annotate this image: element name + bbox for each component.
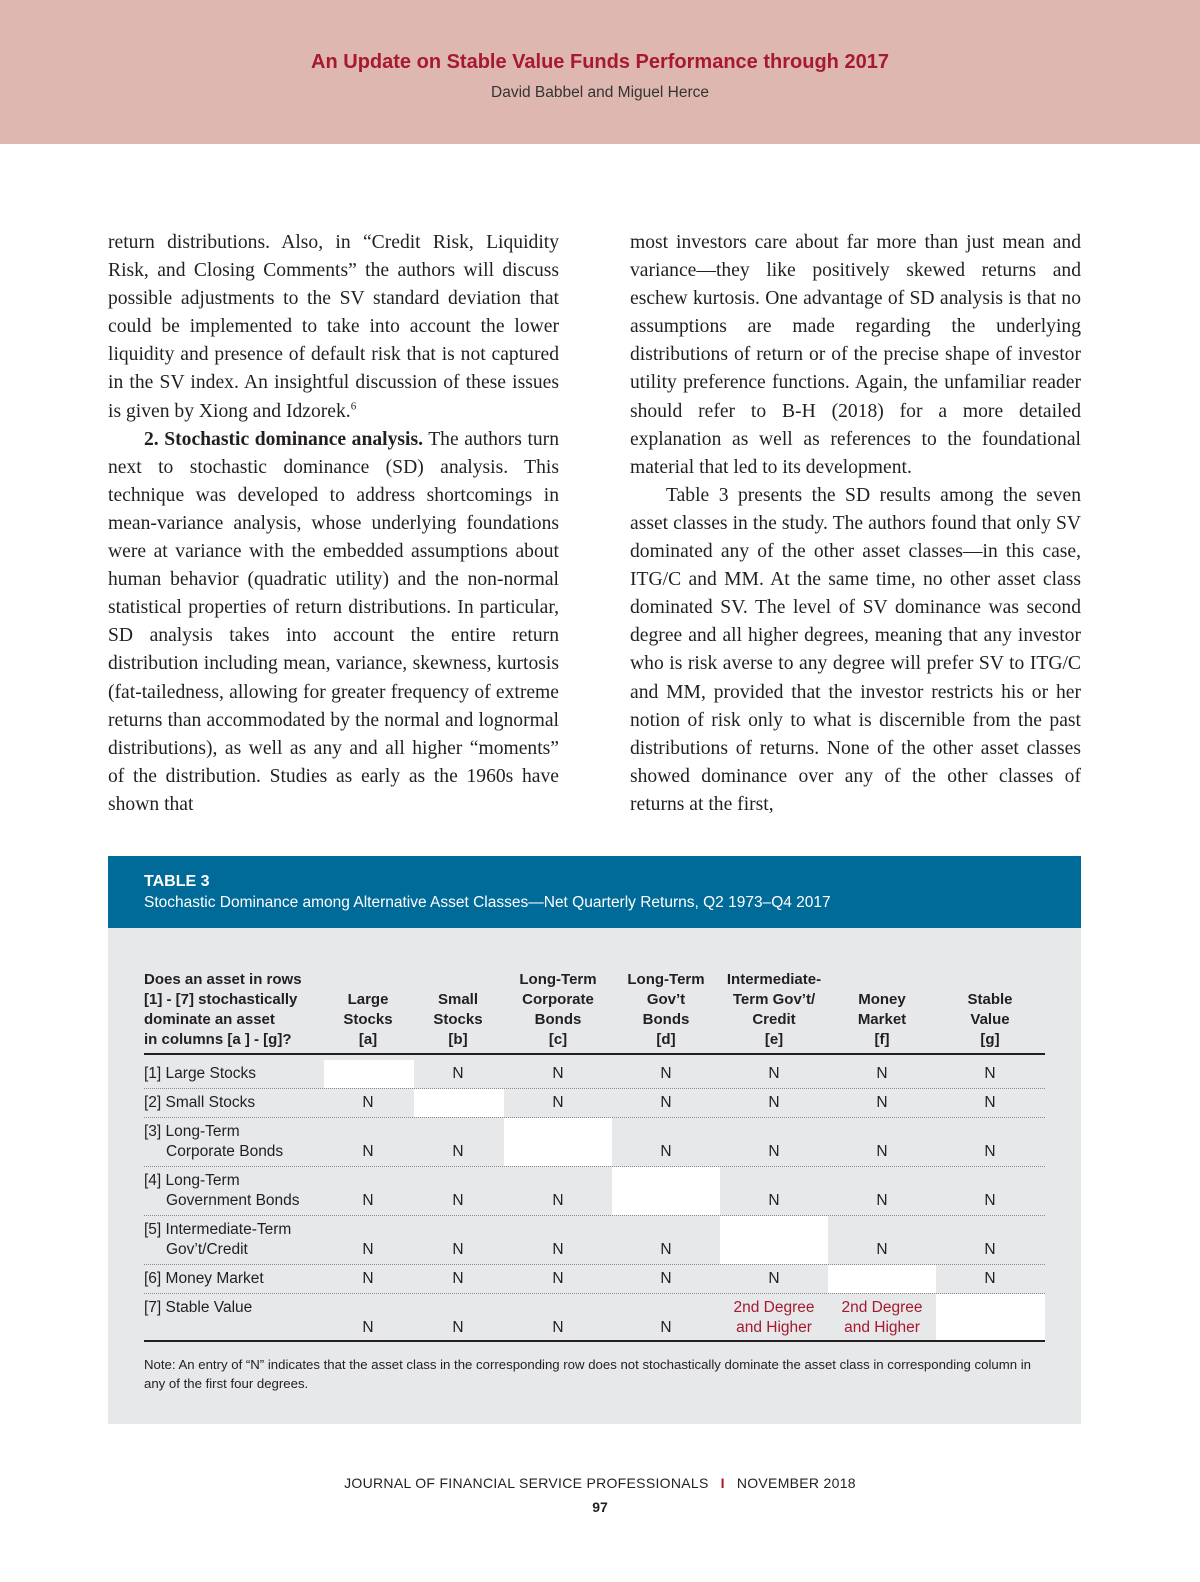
- column-header-line: Stocks: [433, 1011, 483, 1028]
- table-cell: [719, 1298, 829, 1338]
- table-cell: N: [984, 1241, 996, 1258]
- table-cell: N: [660, 1065, 672, 1082]
- article-authors: David Babbel and Miguel Herce: [491, 84, 709, 101]
- table-cell: N: [552, 1270, 564, 1287]
- column-header: [827, 962, 937, 1050]
- column-header-line: Market: [857, 1011, 907, 1028]
- row-label: [144, 1220, 329, 1260]
- cell-line: and Higher: [844, 1319, 920, 1336]
- table-cell: N: [452, 1270, 464, 1287]
- column-header-line: Long-Term: [627, 971, 705, 988]
- row-label-line: [2] Small Stocks: [144, 1094, 256, 1111]
- table-cell: N: [552, 1241, 564, 1258]
- row-label: [144, 1171, 329, 1211]
- page-number: 97: [592, 1499, 608, 1515]
- header-rule: [144, 1053, 1045, 1055]
- table-header-bar: [108, 856, 1081, 928]
- table-cell: N: [660, 1241, 672, 1258]
- table-3: [108, 928, 1081, 1424]
- column-header: [503, 962, 613, 1050]
- column-header-line: Term Gov’t/: [732, 991, 816, 1008]
- paragraph: 2. Stochastic dominance analysis. The authors turn next to stochastic dominance (SD) analysis. This technique was developed to address shortcomings in mean-variance analysis, whose underlying foundations were at variance with the embedded assumptions about human behavior (quadratic utility) and the non-normal statistical properties of return distributions. In particular, SD analysis takes into account the entire return distribution including mean, variance, skewness, kurtosis (fat-tailedness, allowing for greater frequency of extreme returns than accommodated by the normal and lognormal distributions), as well as any and all higher “moments” of the distribution. Studies as early as the 1960s have shown that: [108, 428, 560, 815]
- row-label: [144, 1269, 329, 1289]
- body-column-left: [108, 229, 559, 819]
- column-header-line: [b]: [448, 1031, 468, 1048]
- table-cell: N: [452, 1241, 464, 1258]
- column-header-line: Corporate: [522, 991, 594, 1008]
- bottom-rule: [144, 1340, 1045, 1342]
- table-cell: N: [768, 1143, 780, 1160]
- cell-line: 2nd Degree: [733, 1299, 815, 1316]
- table-cell: N: [660, 1319, 672, 1336]
- row-divider: [144, 1166, 1045, 1167]
- row-label-line: [1] Large Stocks: [144, 1065, 257, 1082]
- table-cell: N: [876, 1241, 888, 1258]
- table-cell: N: [552, 1192, 564, 1209]
- row-label-line: [6] Money Market: [144, 1270, 264, 1287]
- column-header-line: Small: [437, 991, 479, 1008]
- journal-name: JOURNAL OF FINANCIAL SERVICE PROFESSIONALS: [344, 1475, 709, 1491]
- table-note: Note: An entry of “N” indicates that the asset class in the corresponding row does not stochastically dominate the asset class in corresponding column in any of the first four degrees.: [144, 1357, 1031, 1391]
- corner-header-line: in columns [a ] - [g]?: [144, 1031, 292, 1048]
- diagonal-blank-cell: [828, 1265, 936, 1293]
- row-label-line: Gov’t/Credit: [166, 1241, 248, 1258]
- table-cell: N: [362, 1192, 374, 1209]
- table-cell: N: [362, 1094, 374, 1111]
- column-header-line: Credit: [752, 1011, 796, 1028]
- table-cell: N: [876, 1065, 888, 1082]
- issue-date: NOVEMBER 2018: [736, 1475, 856, 1491]
- column-header-line: Long-Term: [519, 971, 597, 988]
- table-cell: N: [876, 1094, 888, 1111]
- diagonal-blank-cell: [324, 1060, 414, 1088]
- table-cell: N: [660, 1143, 672, 1160]
- diagonal-blank-cell: [720, 1216, 828, 1264]
- table-cell: N: [984, 1143, 996, 1160]
- column-header-line: [d]: [656, 1031, 676, 1048]
- table-cell: N: [452, 1319, 464, 1336]
- article-title: An Update on Stable Value Funds Performance through 2017: [311, 51, 889, 73]
- column-header-line: Money: [858, 991, 906, 1008]
- column-header-line: Large: [347, 991, 389, 1008]
- column-header-line: Bonds: [642, 1011, 690, 1028]
- corner-header: [144, 962, 334, 1050]
- column-header-line: Gov’t: [646, 991, 686, 1008]
- row-label-line: [4] Long-Term: [144, 1172, 240, 1189]
- table-cell: N: [876, 1143, 888, 1160]
- table-cell: N: [660, 1270, 672, 1287]
- column-header-line: Value: [970, 1011, 1010, 1028]
- footnote-ref[interactable]: 6: [350, 400, 357, 413]
- table-cell: N: [876, 1192, 888, 1209]
- column-header-line: [c]: [548, 1031, 568, 1048]
- table-cell: N: [552, 1065, 564, 1082]
- column-header-line: Intermediate-: [726, 971, 822, 988]
- column-header-line: [g]: [980, 1031, 1000, 1048]
- column-header-line: [e]: [764, 1031, 784, 1048]
- corner-header-line: Does an asset in rows: [144, 971, 302, 988]
- column-header-line: [f]: [874, 1031, 890, 1048]
- row-label-line: Corporate Bonds: [166, 1143, 284, 1160]
- row-label: [144, 1298, 329, 1318]
- table-caption: Stochastic Dominance among Alternative Asset Classes—Net Quarterly Returns, Q2 1973–Q4 2017: [144, 894, 831, 911]
- corner-header-line: [1] - [7] stochastically: [144, 991, 298, 1008]
- table-cell: N: [452, 1192, 464, 1209]
- section-heading: 2. Stochastic dominance analysis.: [144, 428, 424, 450]
- column-header-line: Stable: [967, 991, 1013, 1008]
- table-cell: N: [552, 1319, 564, 1336]
- row-label: [144, 1064, 329, 1084]
- cell-line: 2nd Degree: [841, 1299, 923, 1316]
- table-cell: N: [984, 1065, 996, 1082]
- column-header: [935, 962, 1045, 1050]
- row-divider: [144, 1293, 1045, 1294]
- row-label-line: [7] Stable Value: [144, 1299, 253, 1316]
- table-cell: N: [768, 1270, 780, 1287]
- table-cell: N: [452, 1143, 464, 1160]
- diagonal-blank-cell: [936, 1294, 1045, 1342]
- column-header: [719, 962, 829, 1050]
- row-divider: [144, 1215, 1045, 1216]
- running-header: [0, 0, 1200, 144]
- table-cell: N: [362, 1143, 374, 1160]
- column-header: [611, 962, 721, 1050]
- paragraph: return distributions. Also, in “Credit Risk, Liquidity Risk, and Closing Comments” the authors will discuss possible adjustments to the SV standard deviation that could be implemented to take into account the lower liquidity and presence of default risk that is not captured in the SV index. An insightful discussion of these issues is given by Xiong and Idzorek.$^6$: [108, 232, 559, 422]
- table-cell: N: [768, 1065, 780, 1082]
- row-label: [144, 1122, 329, 1162]
- table-cell: N: [362, 1270, 374, 1287]
- row-divider: [144, 1088, 1045, 1089]
- row-label: [144, 1093, 329, 1113]
- row-label-line: Government Bonds: [166, 1192, 300, 1209]
- diagonal-blank-cell: [414, 1089, 504, 1117]
- paragraph: most investors care about far more than just mean and variance—they like positively skewed returns and eschew kurtosis. One advantage of SD analysis is that no assumptions are made regarding the underlying distributions of return or of the precise shape of investor utility preference functions. Again, the unfamiliar reader should refer to B-H (2018) for a more detailed explanation as well as references to the foundational material that led to its development.: [630, 232, 1081, 478]
- table-cell: [827, 1298, 937, 1338]
- column-header: [403, 962, 513, 1050]
- cell-line: and Higher: [736, 1319, 812, 1336]
- table-cell: N: [768, 1192, 780, 1209]
- table-cell: N: [362, 1241, 374, 1258]
- footer-separator: I: [720, 1475, 725, 1491]
- table-cell: N: [452, 1065, 464, 1082]
- table-cell: N: [984, 1270, 996, 1287]
- column-header-line: Stocks: [343, 1011, 393, 1028]
- table-label: TABLE 3: [144, 873, 210, 890]
- body-column-right: [630, 229, 1081, 819]
- table-cell: N: [362, 1319, 374, 1336]
- diagonal-blank-cell: [612, 1167, 720, 1215]
- column-header-line: Bonds: [534, 1011, 582, 1028]
- paragraph: Table 3 presents the SD results among the seven asset classes in the study. The authors found that only SV dominated any of the other asset classes—in this case, ITG/C and MM. At the same time, no other asset class dominated SV. The level of SV dominance was second degree and all higher degrees, meaning that any investor who is risk averse to any degree will prefer SV to ITG/C and MM, provided that the investor restricts his or her notion of risk only to what is discernible from the past distributions of returns. None of the other asset classes showed dominance over any of the other classes of returns at the first,: [630, 484, 1081, 815]
- row-label-line: [5] Intermediate-Term: [144, 1221, 292, 1238]
- column-header-line: [a]: [358, 1031, 378, 1048]
- footer: [0, 1475, 1200, 1491]
- table-cell: N: [660, 1094, 672, 1111]
- row-label-line: [3] Long-Term: [144, 1123, 240, 1140]
- table-cell: N: [984, 1094, 996, 1111]
- table-cell: N: [552, 1094, 564, 1111]
- table-cell: N: [984, 1192, 996, 1209]
- diagonal-blank-cell: [504, 1118, 612, 1166]
- corner-header-line: dominate an asset: [144, 1011, 275, 1028]
- table-cell: N: [768, 1094, 780, 1111]
